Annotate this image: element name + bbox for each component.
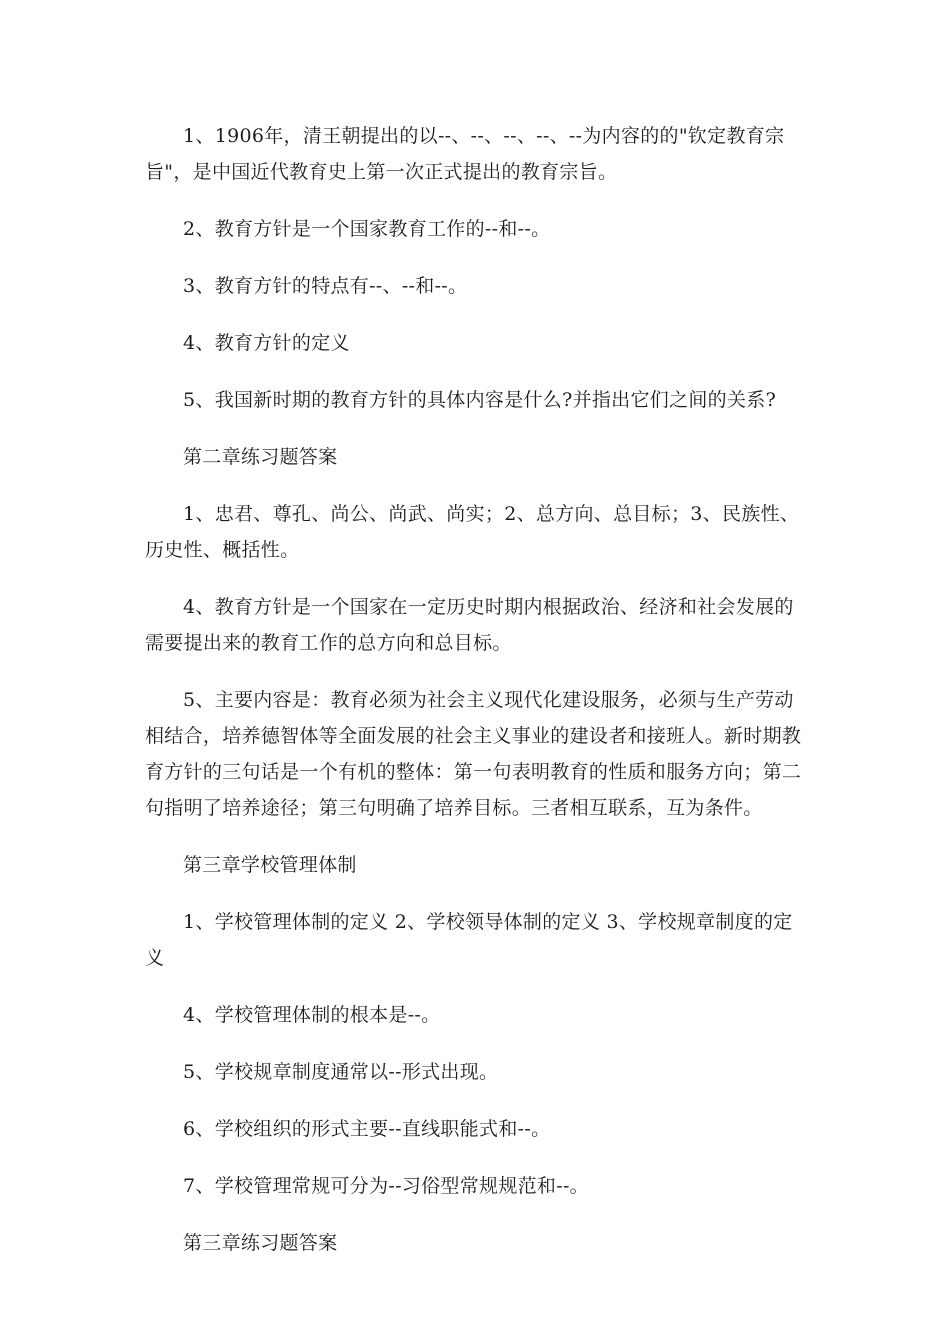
question-4: 4、教育方针的定义 bbox=[183, 332, 350, 354]
question-5: 5、我国新时期的教育方针的具体内容是什么?并指出它们之间的关系? bbox=[183, 389, 777, 411]
chapter-3-question-4: 4、学校管理体制的根本是--。 bbox=[183, 1004, 441, 1026]
chapter-3-heading: 第三章学校管理体制 bbox=[183, 854, 357, 876]
chapter-2-answers-heading: 第二章练习题答案 bbox=[183, 446, 338, 468]
question-1: 1、1906年，清王朝提出的以--、--、--、--、--为内容的的"钦定教育宗旨"，是中国近代教育史上第一次正式提出的教育宗旨。 bbox=[145, 125, 785, 183]
answers-1-3: 1、忠君、尊孔、尚公、尚武、尚实；2、总方向、总目标；3、民族性、历史性、概括性。 bbox=[145, 503, 800, 561]
question-3: 3、教育方针的特点有--、--和--。 bbox=[183, 275, 468, 297]
question-2: 2、教育方针是一个国家教育工作的--和--。 bbox=[183, 218, 551, 240]
chapter-3-questions-1-3: 1、学校管理体制的定义 2、学校领导体制的定义 3、学校规章制度的定义 bbox=[145, 911, 793, 969]
answer-5: 5、主要内容是：教育必须为社会主义现代化建设服务，必须与生产劳动相结合，培养德智体等全面发展的社会主义事业的建设者和接班人。新时期教育方针的三句话是一个有机的整体：第一句表明教育的性质和服务方向；第二句指明了培养途径；第三句明确了培养目标。三者相互联系，互为条件。 bbox=[145, 689, 802, 819]
document-body bbox=[145, 118, 809, 1261]
chapter-3-answers-heading: 第三章练习题答案 bbox=[183, 1232, 338, 1254]
chapter-3-question-5: 5、学校规章制度通常以--形式出现。 bbox=[183, 1061, 499, 1083]
chapter-3-question-6: 6、学校组织的形式主要--直线职能式和--。 bbox=[183, 1118, 551, 1140]
chapter-3-question-7: 7、学校管理常规可分为--习俗型常规规范和--。 bbox=[183, 1175, 589, 1197]
answer-4: 4、教育方针是一个国家在一定历史时期内根据政治、经济和社会发展的需要提出来的教育工作的总方向和总目标。 bbox=[145, 596, 794, 654]
